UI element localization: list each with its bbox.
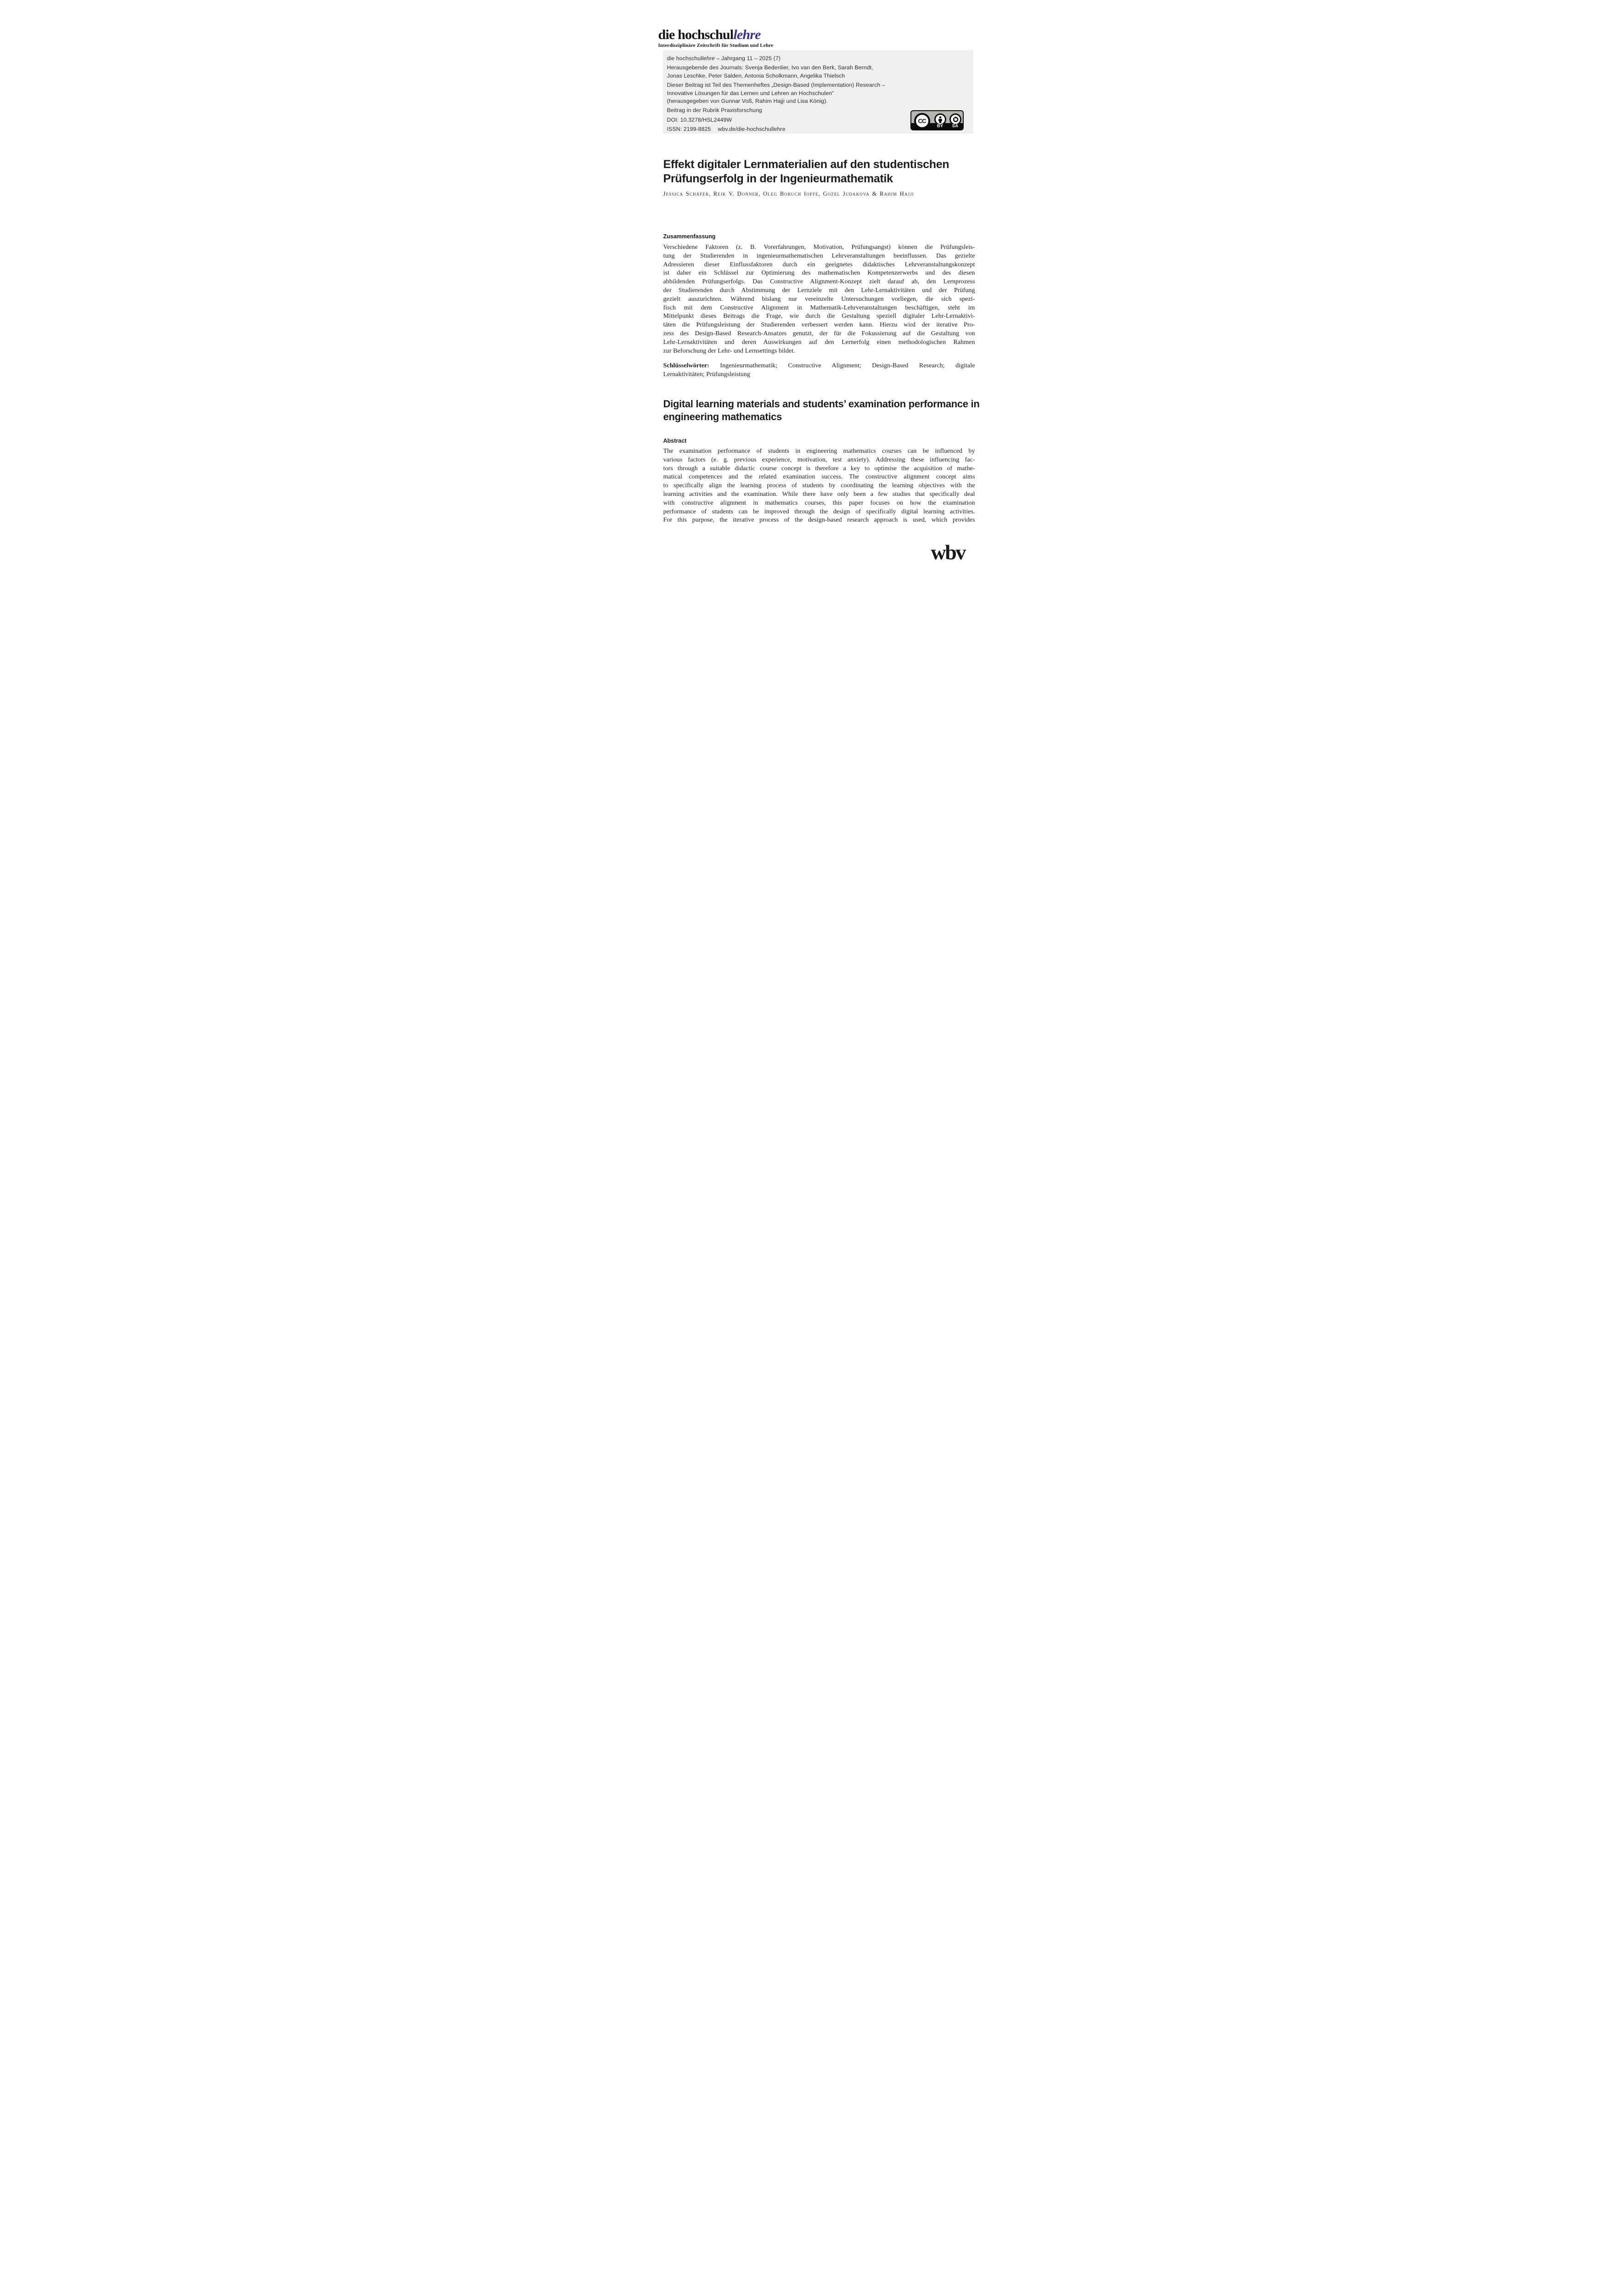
journal-logo: [658, 28, 975, 48]
authors-line: Jessica Schäfer, Reik V. Donner, Oleg Boruch Ioffe, Gozel Judakova & Rahim Hajji: [663, 191, 914, 197]
editors-line-2: Jonas Leschke, Peter Salden, Antonia Scholkmann, Angelika Thielsch: [667, 72, 845, 79]
text-line: engineering mathematics: [663, 411, 782, 422]
text-line: ist daher ein Schlüssel zur Optimierung des mathematischen Kompetenzerwerbs und des diesen: [663, 270, 975, 277]
cc-sa-label: SA: [952, 124, 959, 129]
journal-issue-line: [667, 55, 914, 62]
text-line: to specifically align the learning process of students by coordinating the learning objectives with the: [663, 482, 975, 490]
article-title-de: [663, 158, 975, 186]
text-line: der Studierenden durch Abstimmung der Lernziele mit den Lehr-Lernaktivitäten und der Prüfung: [663, 287, 975, 294]
journal-url-link[interactable]: wbv.de/die-hochschullehre: [718, 126, 786, 133]
issue-volume-text: – Jahrgang 11 – 2025 (7): [714, 55, 781, 62]
keywords-de-line-2: Lernaktivitäten; Prüfungsleistung: [663, 371, 750, 378]
cc-by-label: BY: [937, 124, 943, 129]
journal-logo-wordmark: [658, 28, 975, 42]
cc-by-sa-license-badge[interactable]: [910, 110, 964, 130]
text-line: täten die Prüfungsleistung der Studierenden verbessert werden kann. Hierzu wird der iterative Pro-: [663, 321, 975, 329]
text-line: Verschiedene Faktoren (z. B. Vorerfahrungen, Motivation, Prüfungsangst) können die Prüfungsleis-: [663, 244, 975, 251]
theme-issue-line-2: Innovative Lösungen für das Lernen und Lehren an Hochschulen“: [667, 90, 834, 96]
text-line: The examination performance of students in engineering mathematics courses can be influenced by: [663, 447, 975, 455]
text-line: learning activities and the examination. While there have only been a few studies that specifically deal: [663, 490, 975, 498]
text-line: tung der Studierenden in ingenieurmathematischen Lehrveranstaltungen beeinflussen. Das gezielte: [663, 252, 975, 259]
keywords-de-line-1: [663, 362, 975, 371]
text-line: abbildenden Prüfungserfolgs. Das Constructive Alignment-Konzept zielt darauf ab, den Lernprozess: [663, 278, 975, 286]
theme-issue-paragraph: [667, 81, 914, 105]
cc-logo-icon: CC: [914, 113, 930, 129]
text-line: with constructive alignment in mathematics courses, this paper focuses on how the examination: [663, 499, 975, 506]
circular-arrow-icon: [952, 116, 959, 123]
text-line: matical competences and the related examination success. The constructive alignment concept aims: [663, 473, 975, 481]
text-line: Prüfungserfolg in der Ingenieurmathematik: [663, 172, 893, 185]
heading-abstract: Abstract: [663, 437, 687, 444]
keywords-de-label: Schlüsselwörter:: [663, 362, 709, 370]
publication-info-box: [663, 51, 973, 134]
text-line: fisch mit dem Constructive Alignment in Mathematik-Lehrveranstaltungen beschäftigen, steht im: [663, 304, 975, 311]
keywords-de: [663, 362, 975, 379]
theme-issue-line-3: (herausgegeben von Gunnar Voß, Rahim Hajji und Lisa König).: [667, 98, 828, 105]
person-icon: [938, 116, 943, 123]
keywords-de-list-part-1: Ingenieurmathematik; Constructive Alignment; Design-Based Research; digitale: [709, 362, 975, 370]
issn-line: [667, 125, 914, 133]
editors-paragraph: [667, 64, 914, 80]
abstract-en-text: [663, 447, 975, 525]
wbv-publisher-logo: wbv: [931, 540, 965, 564]
text-line: Lehr-Lernaktivitäten und deren Auswirkungen auf den Lernerfolg einen methodologischen Rahmen: [663, 338, 975, 346]
text-line: performance of students can be improved through the design of specifically digital learning activities.: [663, 508, 975, 515]
article-first-page: [609, 0, 1015, 574]
text-line: Mittelpunkt dieses Beitrags die Frage, wie durch die Gestaltung speziell digitaler Lehr-Lernaktivi-: [663, 313, 975, 320]
doi-line: DOI: 10.3278/HSL2449W: [667, 116, 732, 123]
text-line: Digital learning materials and students’ examination performance in: [663, 398, 980, 410]
article-title-en: [663, 398, 980, 423]
journal-name-italic: lehre: [702, 55, 715, 62]
heading-zusammenfassung: Zusammenfassung: [663, 233, 716, 240]
journal-name-regular: die hochschul: [667, 55, 702, 62]
journal-logo-subtitle: Interdisziplinäre Zeitschrift für Studium und Lehre: [658, 43, 774, 48]
journal-logo-regular-part: die hochschul: [658, 27, 734, 42]
issn-number: ISSN: 2199-8825: [667, 126, 711, 133]
text-line: tors through a suitable didactic course concept is therefore a key to optimise the acquisition of mathe-: [663, 465, 975, 472]
rubric-line: Beitrag in der Rubrik Praxisforschung: [667, 107, 762, 114]
editors-line-1: Herausgebende des Journals: Svenja Bedenlier, Ivo van den Berk, Sarah Berndt,: [667, 64, 873, 71]
text-line: For this purpose, the iterative process of the design-based research approach is used, which provides: [663, 517, 975, 524]
abstract-de-text: [663, 243, 975, 355]
text-line: gezielt auszurichten. Während bislang nur vereinzelte Untersuchungen vorliegen, die sich spezi-: [663, 295, 975, 303]
text-line: various factors (e. g. previous experience, motivation, test anxiety). Addressing these influencing fac-: [663, 456, 975, 463]
text-line: zess des Design-Based Research-Ansatzes genutzt, der für die Fokussierung auf die Gestaltung von: [663, 330, 975, 337]
theme-issue-line-1: Dieser Beitrag ist Teil des Themenheftes „Design-Based (Implementation) Research –: [667, 82, 885, 89]
text-line: Adressieren dieser Einflussfaktoren durch ein geeignetes didaktisches Lehrveranstaltungskonzept: [663, 261, 975, 268]
text-line: zur Beforschung der Lehr- und Lernsettings bildet.: [663, 347, 795, 355]
text-line: Effekt digitaler Lernmaterialien auf den studentischen: [663, 158, 949, 171]
journal-logo-accent-part: lehre: [733, 27, 761, 42]
